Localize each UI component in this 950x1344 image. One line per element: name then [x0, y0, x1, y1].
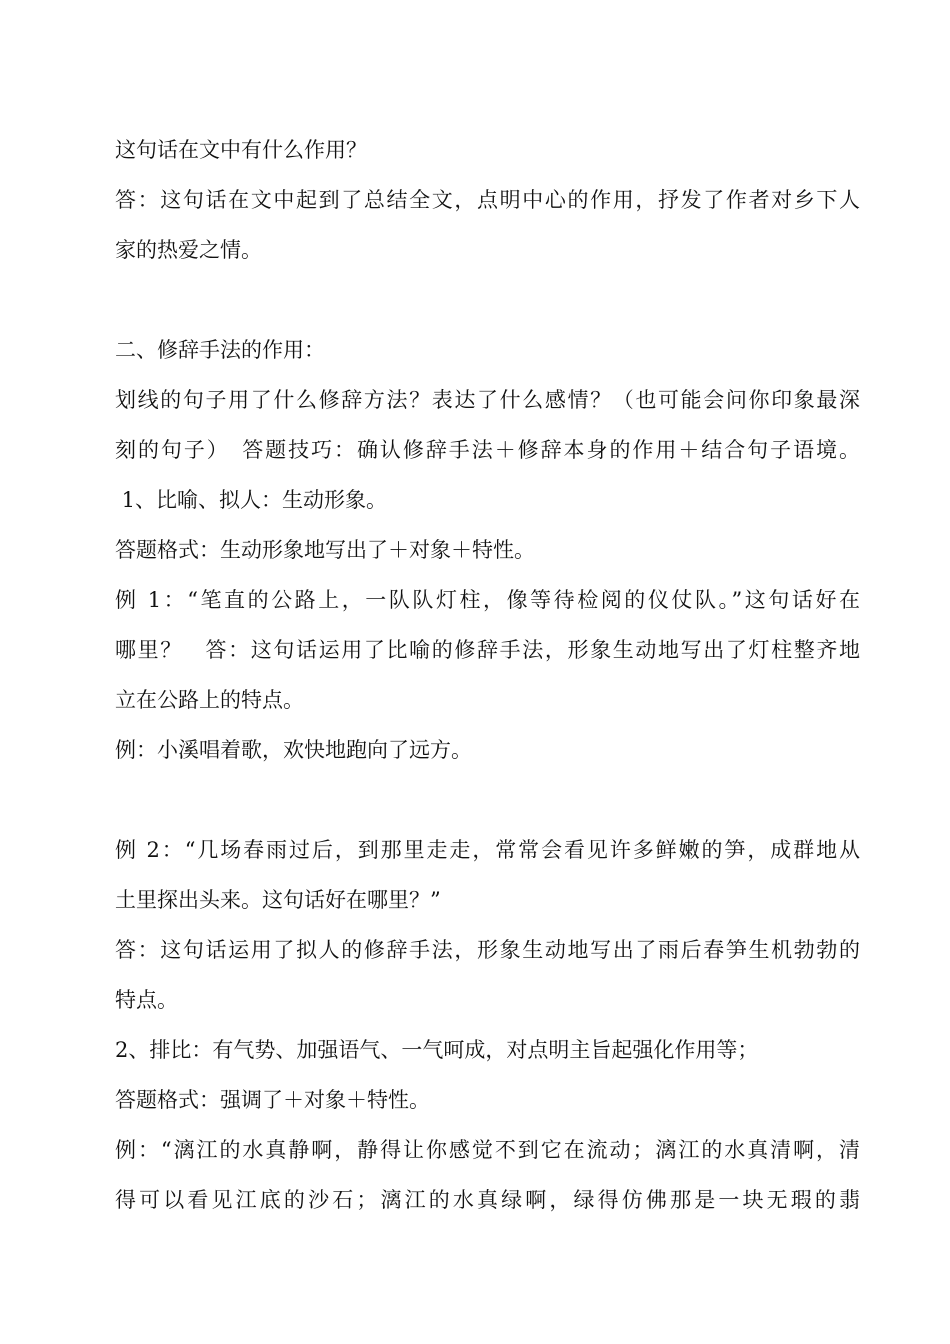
answer-line: 答：这句话在文中起到了总结全文，点明中心的作用，抒发了作者对乡下人 — [115, 188, 860, 212]
example-line: 例：“漓江的水真静啊，静得让你感觉不到它在流动；漓江的水真清啊，清 — [115, 1138, 860, 1162]
example-line-continued: 得可以看见江底的沙石；漓江的水真绿啊，绿得仿佛那是一块无瑕的翡 — [115, 1188, 860, 1212]
example-answer-line: 哪里？ 答：这句话运用了比喻的修辞手法，形象生动地写出了灯柱整齐地 — [115, 638, 860, 662]
answer-line-continued: 特点。 — [115, 988, 178, 1012]
question-line: 划线的句子用了什么修辞方法？表达了什么感情？（也可能会问你印象最深 — [115, 388, 860, 412]
subsection-heading: 2、排比：有气势、加强语气、一气呵成，对点明主旨起强化作用等； — [115, 1038, 759, 1062]
subsection-heading: 1、比喻、拟人：生动形象。 — [115, 488, 388, 512]
example-line: 例 2：“几场春雨过后，到那里走走，常常会看见许多鲜嫩的笋，成群地从 — [115, 838, 860, 862]
format-line: 答题格式：生动形象地写出了＋对象＋特性。 — [115, 538, 535, 562]
question-line: 这句话在文中有什么作用？ — [115, 138, 367, 162]
tips-line: 刻的句子） 答题技巧：确认修辞手法＋修辞本身的作用＋结合句子语境。 — [115, 438, 860, 462]
format-line: 答题格式：强调了＋对象＋特性。 — [115, 1088, 430, 1112]
example-line: 例：小溪唱着歌，欢快地跑向了远方。 — [115, 738, 472, 762]
example-answer-line-continued: 立在公路上的特点。 — [115, 688, 304, 712]
example-line: 例 1：“笔直的公路上，一队队灯柱，像等待检阅的仪仗队。”这句话好在 — [115, 588, 860, 612]
example-line-continued: 土里探出头来。这句话好在哪里？” — [115, 888, 441, 912]
section-heading: 二、修辞手法的作用： — [115, 338, 325, 362]
answer-line: 答：这句话运用了拟人的修辞手法，形象生动地写出了雨后春笋生机勃勃的 — [115, 938, 860, 962]
answer-line-continued: 家的热爱之情。 — [115, 238, 262, 262]
